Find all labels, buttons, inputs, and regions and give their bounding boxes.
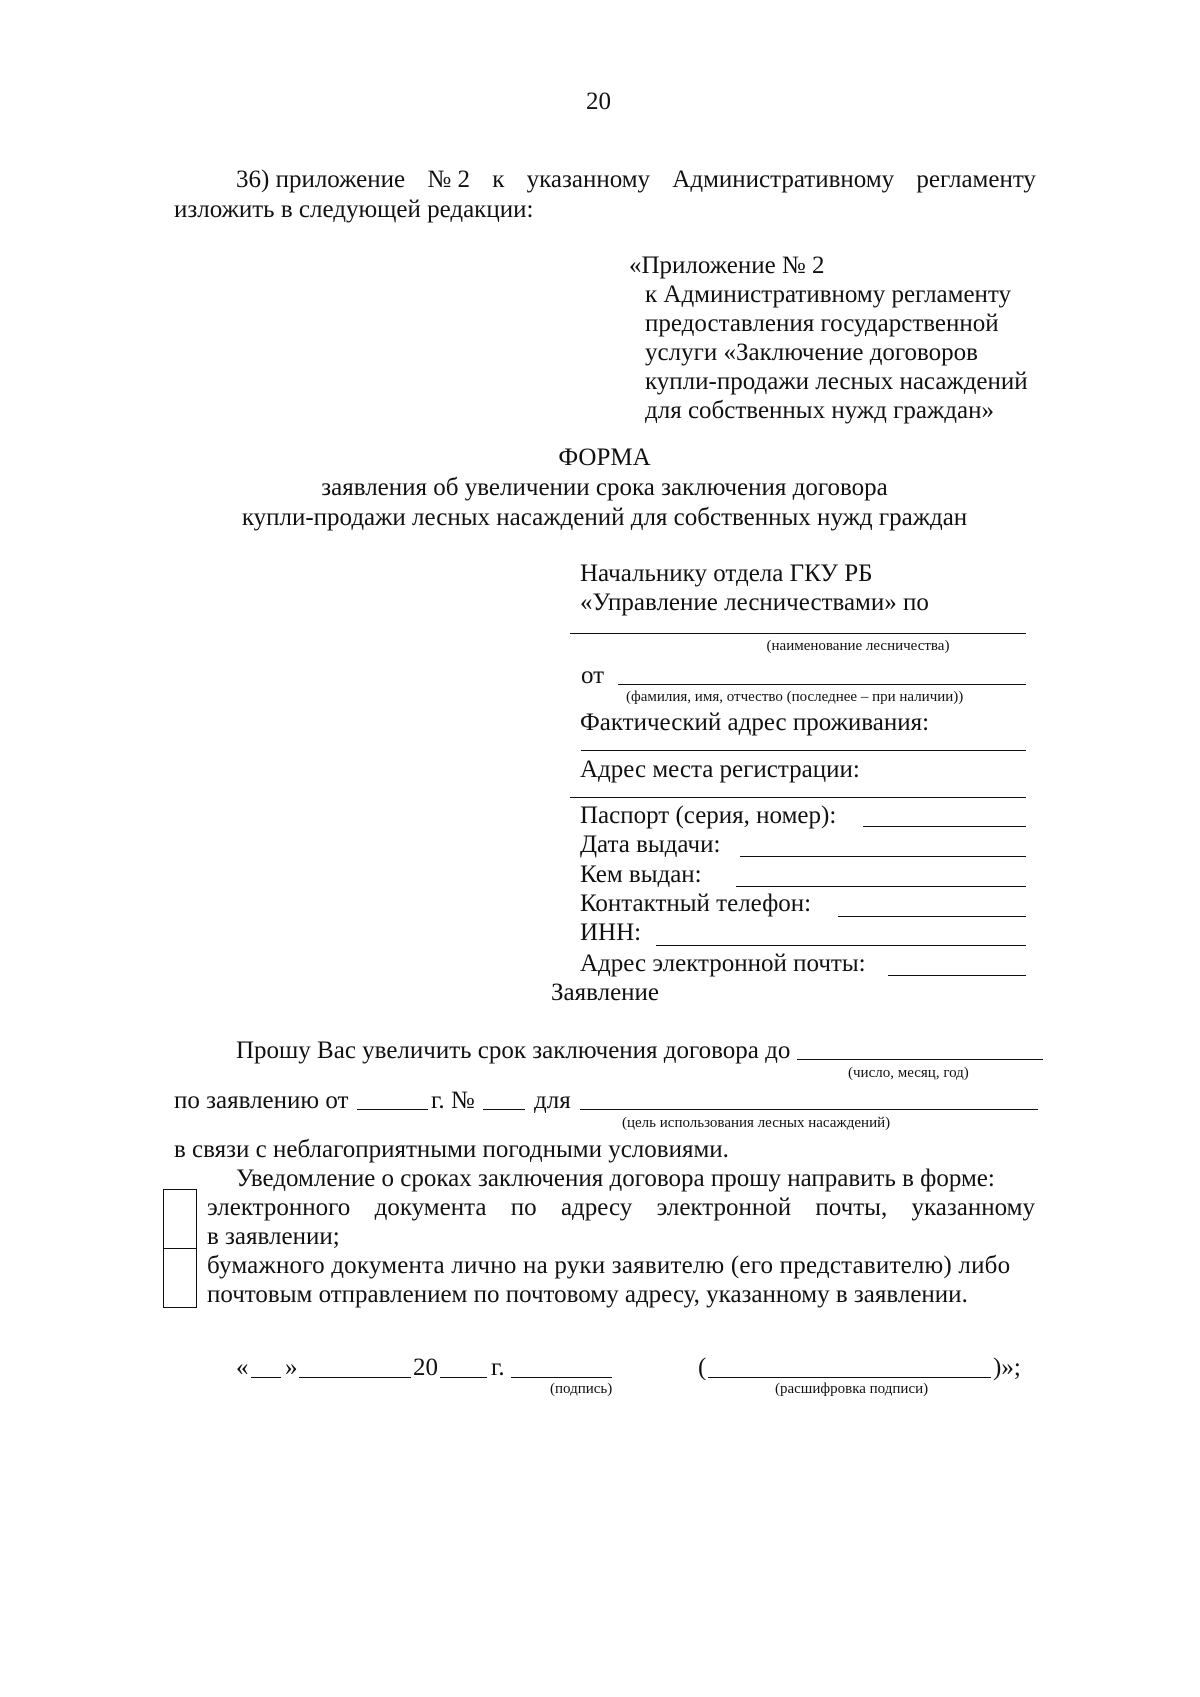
annex-line-2: к Административному регламенту bbox=[645, 281, 1012, 308]
intro-word: к bbox=[492, 166, 505, 193]
intro-line-1 bbox=[236, 164, 1036, 196]
sign-century: 20 bbox=[413, 1354, 438, 1381]
annex-line-1: «Приложение № 2 bbox=[629, 252, 825, 279]
annex-line-5: купли-продажи лесных насаждений bbox=[645, 368, 1028, 395]
option-electronic-line-1 bbox=[207, 1192, 1035, 1224]
issued-by-label: Кем выдан: bbox=[580, 861, 702, 888]
fio-caption: (фамилия, имя, отчество (последнее – при наличии)) bbox=[626, 689, 964, 705]
option-word: электронного bbox=[207, 1194, 351, 1221]
decoding-caption: (расшифровка подписи) bbox=[775, 1381, 929, 1397]
email-field[interactable] bbox=[888, 975, 1026, 976]
form-title: ФОРМА bbox=[558, 444, 651, 471]
intro-word: 36) приложение bbox=[236, 166, 406, 193]
electronic-option-checkbox[interactable] bbox=[163, 1189, 197, 1249]
statement-heading: Заявление bbox=[551, 979, 660, 1006]
paper-option-checkbox[interactable] bbox=[163, 1248, 197, 1308]
signature-decoding-field[interactable] bbox=[708, 1377, 991, 1378]
from-label: от bbox=[581, 662, 605, 689]
registration-address-label: Адрес места регистрации: bbox=[580, 756, 860, 783]
intro-word: указанному bbox=[526, 166, 651, 193]
option-word: указанному bbox=[911, 1194, 1035, 1221]
intro-word: Административному bbox=[672, 166, 895, 193]
sign-year-field[interactable] bbox=[440, 1377, 487, 1378]
phone-label: Контактный телефон: bbox=[580, 890, 812, 917]
passport-label: Паспорт (серия, номер): bbox=[580, 802, 837, 829]
option-word: почты, bbox=[815, 1194, 888, 1221]
application-number-field[interactable] bbox=[483, 1109, 525, 1110]
option-paper-line-2: почтовым отправлением по почтовому адресу, указанному в заявлении. bbox=[207, 1281, 968, 1308]
intro-line-2: изложить в следующей редакции: bbox=[174, 196, 534, 223]
email-label: Адрес электронной почты: bbox=[580, 950, 866, 977]
reason-text: в связи с неблагоприятными погодными условиями. bbox=[174, 1136, 729, 1163]
extension-date-field[interactable] bbox=[797, 1059, 1043, 1060]
option-electronic-line-2: в заявлении; bbox=[207, 1223, 340, 1250]
actual-address-label: Фактический адрес проживания: bbox=[580, 709, 930, 736]
date-close-quote: » bbox=[285, 1354, 298, 1381]
form-subtitle-1: заявления об увеличении срока заключения договора bbox=[321, 474, 888, 501]
date-open-quote: « bbox=[236, 1354, 249, 1381]
by-application-label: по заявлению от bbox=[174, 1087, 349, 1114]
forestry-field[interactable] bbox=[570, 633, 1026, 634]
option-word: электронной bbox=[656, 1194, 792, 1221]
annex-line-3: предоставления государственной bbox=[645, 310, 999, 337]
form-subtitle-2: купли-продажи лесных насаждений для собственных нужд граждан bbox=[241, 504, 968, 531]
page-number: 20 bbox=[586, 88, 611, 115]
annex-line-6: для собственных нужд граждан» bbox=[645, 397, 994, 424]
option-word: адресу bbox=[560, 1194, 633, 1221]
inn-label: ИНН: bbox=[580, 919, 642, 946]
fio-field[interactable] bbox=[618, 684, 1026, 685]
issue-date-field[interactable] bbox=[740, 856, 1026, 857]
issued-by-field[interactable] bbox=[736, 886, 1026, 887]
purpose-field[interactable] bbox=[580, 1109, 1038, 1110]
addressee-line-2: «Управление лесничествами» по bbox=[580, 589, 929, 616]
signature-caption: (подпись) bbox=[550, 1381, 613, 1397]
forestry-caption: (наименование лесничества) bbox=[766, 638, 950, 654]
issue-date-label: Дата выдачи: bbox=[580, 831, 721, 858]
intro-word: регламенту bbox=[916, 166, 1036, 193]
request-text: Прошу Вас увеличить срок заключения договора до bbox=[236, 1037, 791, 1064]
sign-day-field[interactable] bbox=[251, 1377, 281, 1378]
sign-year-suffix: г. bbox=[491, 1354, 505, 1381]
date-caption: (число, месяц, год) bbox=[848, 1065, 969, 1081]
annex-line-4: услуги «Заключение договоров bbox=[645, 339, 978, 366]
option-word: по bbox=[510, 1194, 537, 1221]
application-date-field[interactable] bbox=[357, 1109, 428, 1110]
purpose-caption: (цель использования лесных насаждений) bbox=[622, 1115, 891, 1131]
decoding-closing: )»; bbox=[993, 1354, 1021, 1381]
option-paper-line-1: бумажного документа лично на руки заявителю (его представителю) либо bbox=[207, 1252, 1011, 1279]
registration-address-field[interactable] bbox=[570, 797, 1026, 798]
addressee-line-1: Начальнику отдела ГКУ РБ bbox=[580, 560, 873, 587]
actual-address-field[interactable] bbox=[581, 750, 1026, 751]
decoding-open-paren: ( bbox=[698, 1354, 707, 1381]
signature-field[interactable] bbox=[511, 1377, 612, 1378]
intro-word: № 2 bbox=[427, 166, 470, 193]
year-number-label: г. № bbox=[431, 1087, 475, 1114]
for-label: для bbox=[534, 1087, 571, 1114]
inn-field[interactable] bbox=[656, 945, 1026, 946]
option-word: документа bbox=[374, 1194, 487, 1221]
phone-field[interactable] bbox=[838, 916, 1026, 917]
notice-text: Уведомление о сроках заключения договора прошу направить в форме: bbox=[236, 1165, 995, 1192]
sign-month-field[interactable] bbox=[299, 1377, 411, 1378]
passport-field[interactable] bbox=[863, 826, 1026, 827]
